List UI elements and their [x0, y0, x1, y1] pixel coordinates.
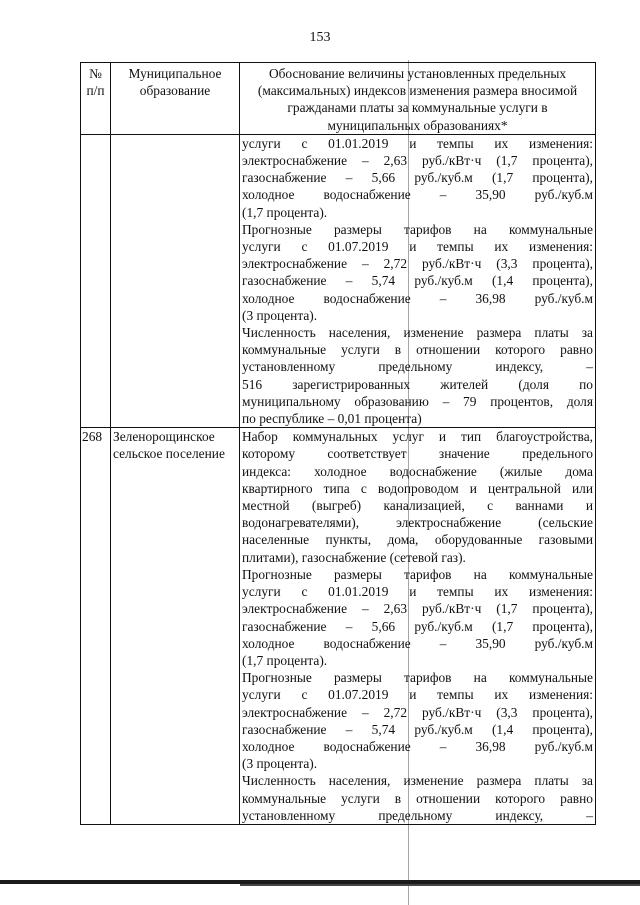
text-line: коммунальные услуги в отношении которого равно	[242, 790, 593, 806]
text-line: по республике – 0,01 процента)	[242, 411, 422, 427]
text-line: индекса: холодное водоснабжение (жилые дома	[242, 463, 593, 479]
cell-municipality-empty	[111, 134, 240, 427]
header-justification: Обоснование величины установленных предельных (максимальных) индексов изменения размера вносимой гражданами платы за коммунальные услуги в муниципальных образованиях*	[240, 63, 596, 135]
municipality-name: Зеленорощинское сельское поселение	[111, 428, 240, 825]
text-line: установленному предельному индексу, –	[242, 359, 593, 375]
text-line: Прогнозные размеры тарифов на коммунальные	[242, 670, 593, 686]
text-line: водонагревателями), электроснабжение (сельские	[242, 515, 593, 531]
text-line: Набор коммунальных услуг и тип благоустройства,	[242, 429, 593, 445]
text-line: газоснабжение – 5,74 руб./куб.м (1,4 процента),	[242, 273, 593, 289]
text-line: Численность населения, изменение размера платы за	[242, 773, 593, 789]
text-line: (3 процента).	[242, 756, 318, 772]
header-municipality: Муниципальное образование	[111, 63, 240, 135]
text-line: коммунальные услуги в отношении которого равно	[242, 342, 593, 358]
text-line: холодное водоснабжение – 35,90 руб./куб.м	[242, 187, 593, 203]
text-line: электроснабжение – 2,72 руб./кВт·ч (3,3 процента),	[242, 256, 593, 272]
text-line: плитами), газоснабжение (сетевой газ).	[242, 549, 466, 565]
scan-edge-bar-lower	[240, 884, 640, 886]
table-header-row	[81, 63, 596, 135]
text-line: муниципальному образованию – 79 процентов, доля	[242, 393, 593, 409]
text-line: Прогнозные размеры тарифов на коммунальные	[242, 221, 593, 237]
text-line: газоснабжение – 5,66 руб./куб.м (1,7 процента),	[242, 170, 593, 186]
text-line: Прогнозные размеры тарифов на коммунальные	[242, 566, 593, 582]
table-row-continued	[81, 134, 596, 427]
text-line: электроснабжение – 2,72 руб./кВт·ч (3,3 процента),	[242, 704, 593, 720]
text-line: холодное водоснабжение – 35,90 руб./куб.м	[242, 635, 593, 651]
tariff-table	[80, 62, 596, 825]
header-num: № п/п	[81, 63, 111, 135]
text-line: населенные пункты, дома, оборудованные газовыми	[242, 532, 593, 548]
text-line: услуги с 01.01.2019 и темпы их изменения:	[242, 584, 593, 600]
cell-num-empty	[81, 134, 111, 427]
page-number: 153	[309, 30, 331, 45]
text-line: газоснабжение – 5,74 руб./куб.м (1,4 процента),	[242, 721, 593, 737]
text-line: 516 зарегистрированных жителей (доля по	[242, 376, 593, 392]
text-line: которому соответствует значение предельного	[242, 446, 593, 462]
row-number: 268	[81, 428, 111, 825]
text-line: квартирного типа с водопроводом и центральной или	[242, 480, 593, 496]
text-line: Численность населения, изменение размера платы за	[242, 325, 593, 341]
text-line: (1,7 процента).	[242, 652, 328, 668]
scan-fold-line	[408, 60, 409, 905]
text-line: электроснабжение – 2,63 руб./кВт·ч (1,7 процента),	[242, 153, 593, 169]
text-line: местной (выгреб) канализацией, с ваннами и	[242, 498, 593, 514]
text-line: услуги с 01.07.2019 и темпы их изменения:	[242, 687, 593, 703]
cell-justification-268	[240, 428, 596, 825]
text-line: установленному предельному индексу, –	[242, 807, 593, 823]
cell-justification-continued	[240, 134, 596, 427]
table-row-268	[81, 428, 596, 825]
text-line: услуги с 01.01.2019 и темпы их изменения:	[242, 135, 593, 151]
text-line: услуги с 01.07.2019 и темпы их изменения:	[242, 239, 593, 255]
text-line: холодное водоснабжение – 36,98 руб./куб.м	[242, 738, 593, 754]
text-line: (3 процента).	[242, 307, 318, 323]
text-line: холодное водоснабжение – 36,98 руб./куб.м	[242, 290, 593, 306]
text-line: (1,7 процента).	[242, 204, 328, 220]
text-line: газоснабжение – 5,66 руб./куб.м (1,7 процента),	[242, 618, 593, 634]
text-line: электроснабжение – 2,63 руб./кВт·ч (1,7 процента),	[242, 601, 593, 617]
